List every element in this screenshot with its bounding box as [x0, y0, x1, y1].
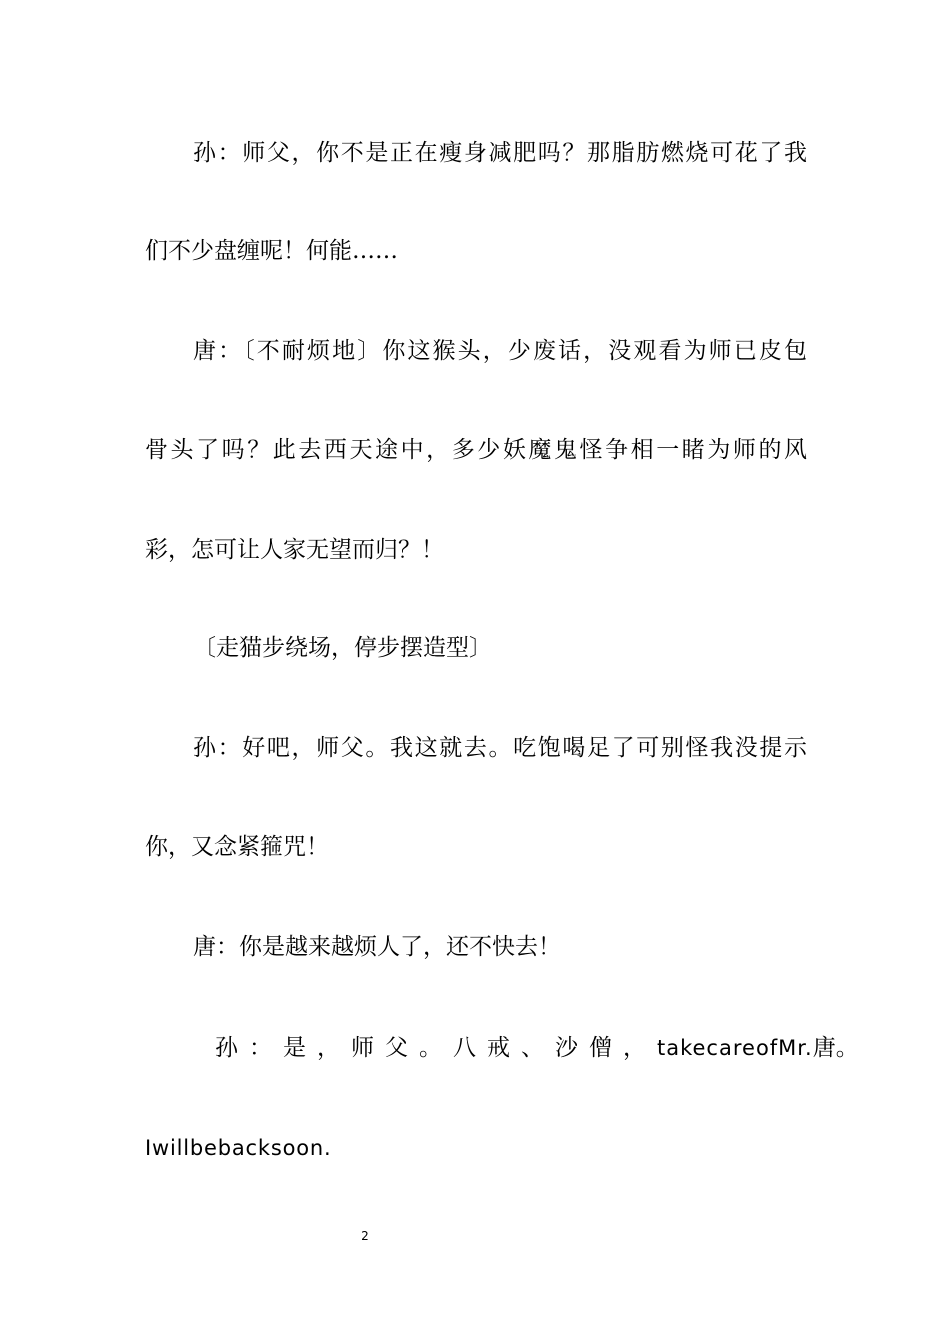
- text-line-10: [215, 1033, 859, 1063]
- text-line-10-ending: 唐。: [812, 1035, 859, 1061]
- text-line-5: 彩，怎可让人家无望而归？！: [145, 537, 444, 563]
- text-line-10-english: takecareofMr.: [657, 1036, 813, 1060]
- text-line-11: Iwillbebacksoon.: [145, 1136, 332, 1160]
- stage-direction: 〔走猫步绕场，停步摆造型〕: [193, 635, 492, 661]
- text-line-9: 唐：你是越来越烦人了，还不快去！: [193, 934, 561, 960]
- text-line-8: 你，又念紧箍咒！: [145, 834, 329, 860]
- text-line-10-chinese: 孙：是，师父。八戒、沙僧，: [215, 1035, 657, 1061]
- text-line-4: 骨头了吗？此去西天途中，多少妖魔鬼怪争相一睹为师的风: [145, 437, 807, 463]
- text-line-7: 孙：好吧，师父。我这就去。吃饱喝足了可别怪我没提示: [193, 735, 807, 761]
- page-number: 2: [361, 1229, 369, 1243]
- text-line-2: 们不少盘缠呢！何能……: [145, 238, 398, 264]
- text-line-1: 孙：师父，你不是正在瘦身减肥吗？那脂肪燃烧可花了我: [193, 140, 807, 166]
- text-line-3: 唐：〔不耐烦地〕你这猴头，少废话，没观看为师已皮包: [193, 338, 807, 364]
